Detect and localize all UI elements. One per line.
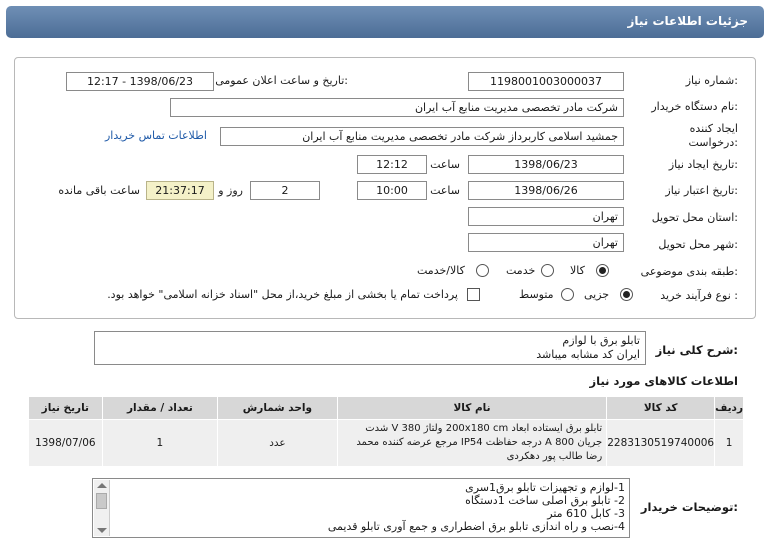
city-label: شهر محل تحویل: [658,238,738,251]
create-date-label: تاریخ ایجاد نیاز: [668,158,738,171]
days-remaining-field: 2 [250,181,320,200]
buyer-notes-scrollbar[interactable] [94,480,110,536]
page-header [6,6,764,38]
creator-field: جمشید اسلامی کاربرداز شرکت مادر تخصصی مدیریت منابع آب ایران [220,127,624,146]
need-number-field: 1198001003000037 [468,72,624,91]
category-label: طبقه بندی موضوعی: [640,265,738,278]
buyer-note-line: 3- کابل 610 متر [547,507,625,520]
category-option-goods: کالا [570,264,585,277]
goods-section-title: اطلاعات کالاهای مورد نیاز [589,374,738,388]
col-header-unit: واحد شمارش [218,397,338,420]
days-label: روز و [218,184,243,197]
goods-table [28,396,744,467]
create-time-label: ساعت [430,158,460,171]
validity-time-label: ساعت [430,184,460,197]
description-box [94,331,646,365]
row-name: تابلو برق ایستاده ابعاد 200x180 cm ولتاژ 380 V شدت جریان 800 A درجه حفاظت IP54 مرجع عرضه کننده محمد رضا طالب پور دهکردی [337,420,606,467]
col-header-index: ردیف [715,397,744,420]
row-index: 1 [715,420,744,467]
description-line: تابلو برق با لوازم [562,334,640,347]
process-radio-medium[interactable] [561,288,574,301]
validity-date-label: تاریخ اعتبار نیاز: [665,184,738,197]
buyer-notes-label: توضیحات خریدار: [640,500,738,514]
category-radio-goods[interactable] [596,264,609,277]
create-date-field: 1398/06/23 [468,155,624,174]
category-radio-goods-service[interactable] [476,264,489,277]
row-code: 2283130519740006 [607,420,715,467]
col-header-name: نام کالا [337,397,606,420]
need-number-label: شماره نیاز: [685,74,738,87]
creator-label: ایجاد کننده درخواست: [688,122,738,149]
scroll-up-icon[interactable] [97,483,107,488]
validity-date-field: 1398/06/26 [468,181,624,200]
buyer-notes-box[interactable] [92,478,630,538]
buyer-note-line: 2- تابلو برق اصلی ساخت 1دستگاه [465,494,625,507]
treasury-payment-note: پرداخت تمام یا بخشی از مبلغ خرید،از محل "اسناد خزانه اسلامی" خواهد بود. [107,288,458,301]
process-option-medium: متوسط [519,288,554,301]
process-radio-minor[interactable] [620,288,633,301]
city-field: تهران [468,233,624,252]
buyer-contact-link[interactable]: اطلاعات تماس خریدار [105,129,207,142]
col-header-qty: تعداد / مقدار [102,397,217,420]
buyer-org-label: نام دستگاه خریدار: [651,100,738,113]
category-radio-service[interactable] [541,264,554,277]
category-option-service: خدمت [506,264,536,277]
description-line: ایران کد مشابه میباشد [536,348,640,361]
validity-time-field: 10:00 [357,181,427,200]
buyer-note-line: 1-لوازم و تجهیزات تابلو برق1سری [465,481,625,494]
row-unit: عدد [218,420,338,467]
treasury-payment-checkbox[interactable] [467,288,480,301]
scroll-down-icon[interactable] [97,528,107,533]
scroll-thumb[interactable] [96,493,107,509]
remaining-time-label: ساعت باقی مانده [58,184,140,197]
province-label: استان محل تحویل: [651,211,738,224]
row-qty: 1 [102,420,217,467]
col-header-code: کد کالا [607,397,715,420]
announce-date-field: 1398/06/23 - 12:17 [66,72,214,91]
row-date: 1398/07/06 [29,420,103,467]
process-option-minor: جزیی [584,288,610,301]
goods-table-header [29,397,744,420]
create-time-field: 12:12 [357,155,427,174]
announce-date-label: تاریخ و ساعت اعلان عمومی: [215,74,348,87]
process-type-label: نوع فرآیند خرید : [660,289,738,302]
buyer-note-line: 4-نصب و راه اندازی تابلو برق اضطراری و جمع آوری تابلو قدیمی [327,520,625,533]
buyer-org-field: شرکت مادر تخصصی مدیریت منابع آب ایران [170,98,624,117]
page-title: جزئیات اطلاعات نیاز [627,14,748,28]
province-field: تهران [468,207,624,226]
col-header-date: تاریخ نیاز [29,397,103,420]
remaining-time-field: 21:37:17 [146,181,214,200]
table-row [29,420,744,467]
description-label: شرح کلی نیاز: [655,343,738,357]
category-option-goods-service: کالا/خدمت [417,264,465,277]
